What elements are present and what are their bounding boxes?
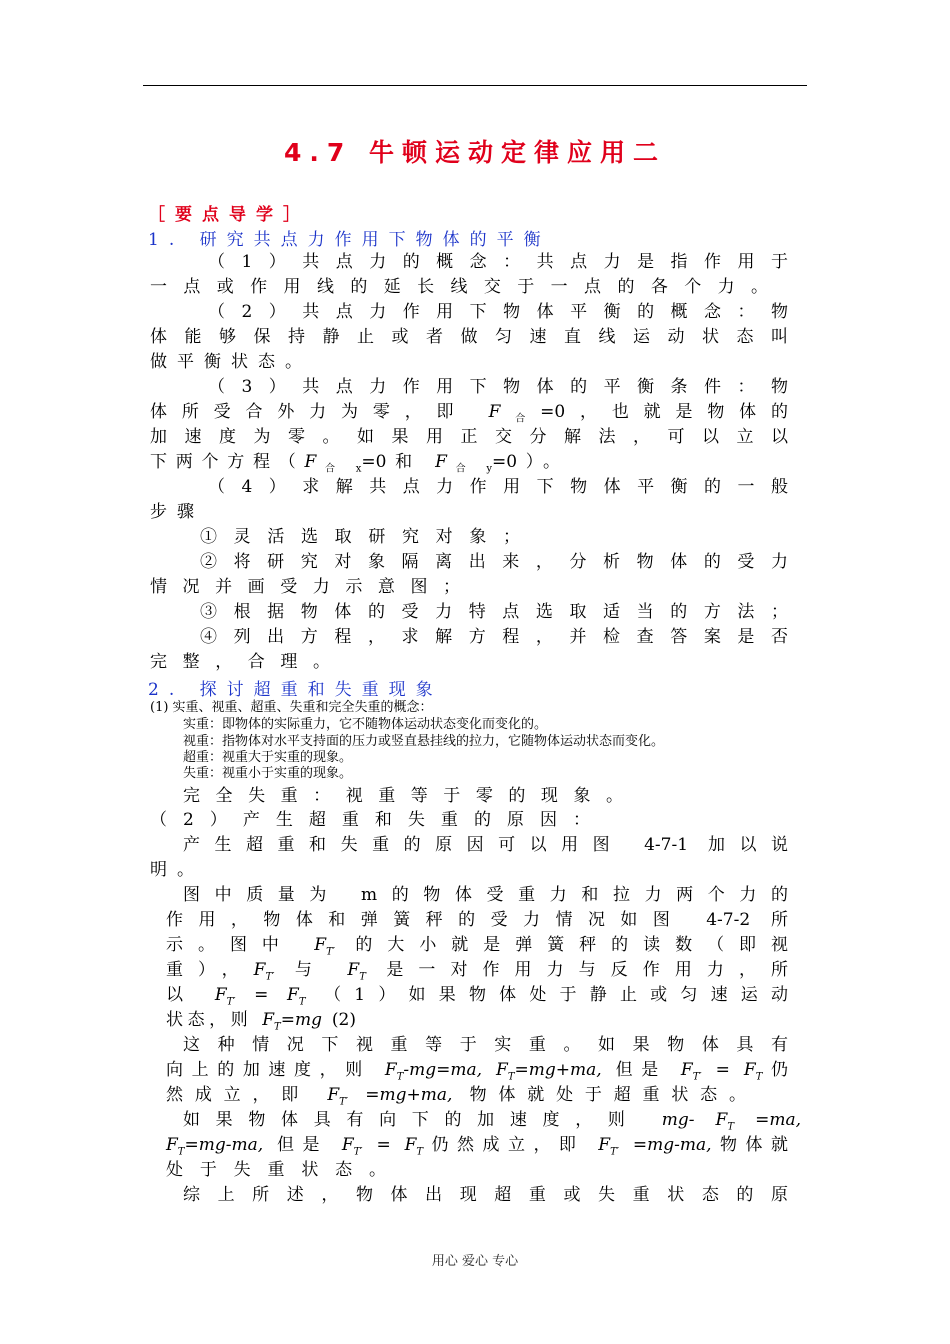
text-line: 完整，合理。	[150, 652, 330, 672]
text-line: 作用，物体和弹簧秤的受力情况如图 4-7-2 所	[166, 910, 788, 930]
text-line: 向上的加速度，则 $F_T-mg=ma$, $F_T=mg+ma$, 但是 $F_{T'} = F_T$仍	[166, 1060, 789, 1083]
text-line: 图中质量为 m的物体受重力和拉力两个力的	[183, 885, 788, 905]
header-rule	[143, 85, 807, 86]
section-header: ［要点导学］	[148, 205, 310, 225]
text-line: 综上所述，物体出现超重或失重状态的原	[183, 1185, 788, 1205]
text-line: （3）共点力作用下物体的平衡条件：物	[208, 377, 788, 397]
text-line: （2）共点力作用下物体平衡的概念：物	[208, 302, 788, 322]
text-line: 如果物体具有向下的加速度，则 mg- $F_T =ma$,	[183, 1110, 802, 1133]
text-line: 然成立，即 $F_{T'} =mg+ma$, 物体就处于超重状态。	[166, 1085, 747, 1108]
text-line: 一点或作用线的延长线交于一点的各个力。	[150, 277, 768, 297]
definition-line: 实重：即物体的实际重力，它不随物体运动状态变化而变化的。	[183, 717, 548, 732]
text-line: 以 $F_{T'} = F_T$ （1）如果物体处于静止或匀速运动	[166, 985, 788, 1008]
definition-line: 超重：视重大于实重的现象。	[183, 750, 353, 765]
text-line: ①灵活选取研究对象；	[200, 527, 520, 547]
text-line: 体所受合外力为零，即 $F_合=0$，也就是物体的	[150, 402, 789, 425]
text-line: 步骤	[150, 502, 204, 522]
definition-line: 视重：指物体对水平支持面的压力或竖直悬挂线的拉力，它随物体运动状态而变化。	[183, 734, 665, 749]
text-line: （2）产生超重和失重的原因：	[150, 810, 590, 830]
text-line: 明。	[150, 860, 204, 880]
text-line: 处于失重状态。	[166, 1160, 386, 1180]
page-footer: 用心 爱心 专心	[431, 1254, 519, 1269]
text-line: 重），$F_{T'}$ 与 $F_T$ 是一对作用力与反作用力，所	[166, 960, 789, 983]
text-line: 完全失重：视重等于零的现象。	[183, 786, 623, 806]
text-line: ④列出方程，求解方程，并检查答案是否	[200, 627, 788, 647]
text-line: 加速度为零。如果用正交分解法，可以立以	[150, 427, 788, 447]
definition-line: 失重：视重小于实重的现象。	[183, 766, 353, 781]
definition-line: (1) 实重、视重、超重、失重和完全失重的概念：	[150, 700, 433, 715]
text-line: 产生超重和失重的原因可以用图 4-7-1 加以说	[183, 835, 788, 855]
text-line: 体能够保持静止或者做匀速直线运动状态叫	[150, 327, 788, 347]
text-line: 这种情况下视重等于实重。如果物体具有	[183, 1035, 788, 1055]
text-line: （4）求解共点力作用下物体平衡的一般	[208, 477, 788, 497]
text-line: $F_T=mg-ma$, 但是 $F_{T'} = F_T$仍然成立，即 $F_{T'} =mg-ma$,物体就	[166, 1135, 789, 1158]
text-line: 做平衡状态。	[150, 352, 312, 372]
page-title: 4.7 牛顿运动定律应用二	[284, 138, 666, 167]
text-line: ③根据物体的受力特点选取适当的方法；	[200, 602, 788, 622]
text-line: 下两个方程（$F_{合 x}=0$和 $F_{合 y}=0$）。	[150, 452, 561, 475]
text-line: 情况并画受力示意图；	[150, 577, 460, 597]
text-line: ②将研究对象隔离出来，分析物体的受力	[200, 552, 788, 572]
text-line: （1）共点力的概念：共点力是指作用于	[208, 252, 788, 272]
text-line: 示。图中 $F_{T'}$ 的大小就是弹簧秤的读数（即视	[166, 935, 789, 958]
text-line: 状态，则 $F_T=mg$ (2)	[166, 1010, 357, 1033]
section-2-title: 2. 探讨超重和失重现象	[148, 680, 443, 700]
section-1-title: 1. 研究共点力作用下物体的平衡	[148, 230, 551, 250]
